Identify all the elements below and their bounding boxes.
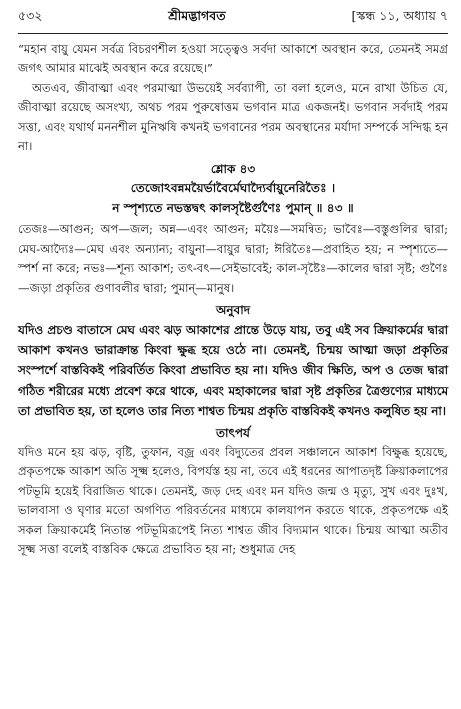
intro-quote: “মহান বায়ু যেমন সর্বত্র বিচরণশীল হওয়া সত্ত্বেও সর্বদা আকাশে অবস্থান করে, তেমনই সমগ্র জগৎ আমার মাঝেই অবস্থান করে রয়েছে।” xyxy=(18,42,448,76)
translation-text: যদিও প্রচণ্ড বাতাসে মেঘ এবং ঝড় আকাশের প্রান্তে উড়ে যায়, তবু এই সব ক্রিয়াকর্মের দ্বারা আকাশ কখনও ভারাক্রান্ত কিংবা ক্ষুব্ধ হয়ে ওঠে না। তেমনই, চিন্ময় আত্মা জড়া প্রকৃতির সংস্পর্শে বাস্তবিকই পরিবর্তিত কিংবা প্রভাবিত হয় না। যদিও জীব ক্ষিতি, অপ ও তেজ দ্বারা গঠিত শরীরের মধ্যে প্রবেশ করে থাকে, এবং মহাকালের দ্বারা সৃষ্ট প্রকৃতির ত্রৈগুণ্যের মাধ্যমে তা প্রভাবিত হয়, তা হলেও তার নিত্য শাশ্বত চিন্ময় প্রকৃতি বাস্তবিকই কখনও কলুষিত হয় না। xyxy=(18,323,448,418)
chapter-reference: [স্কন্ধ ১১, অধ্যায় ৭ xyxy=(351,8,448,23)
verse-line-2: ন স্পৃশ্যতে নভস্তদ্বৎ কালসৃষ্টৈর্গুণৈঃ পুমান্ ॥ ৪৩ ॥ xyxy=(112,200,354,215)
verse-line-1: তেজোঽবন্নময়ৈর্ভাবৈর্মেঘাদ্যৈর্বায়ুনেরিতৈঃ । xyxy=(130,181,336,196)
purport-text: যদিও মনে হয় ঝড়, বৃষ্টি, তুফান, বজ্র এবং বিদ্যুতের প্রবল সঞ্চালনে আকাশ বিক্ষুব্ধ হয়েছে, প্রকৃতপক্ষে আকাশ অতি সূক্ষ্ম হলেও, বিপর্যস্ত হয় না, তবে এই ধরনের আপাতদৃষ্ট ক্রিয়াকলাপের পটভূমি হয়েই বিরাজিত থাকে। তেমনই, জড় দেহ এবং মন যদিও জন্ম ও মৃত্যু, সুখ এবং দুঃখ, ভালবাসা ও ঘৃণার মতো অগণিত পরিবর্তনের মাধ্যমে কালযাপন করতে থাকে, প্রকৃতপক্ষে এই সকল ক্রিয়াকর্মেই নিতান্ত পটভূমিরূপেই নিত্য শাশ্বত জীব বিদ্যমান থাকে। চিন্ময় আত্মা অতীব সূক্ষ্ম সত্তা বলেই বাস্তবিক ক্ষেত্রে প্রভাবিত হয় না; শুধুমাত্র দেহ xyxy=(18,445,448,557)
translation-heading: অনুবাদ xyxy=(215,303,251,318)
purport-heading: তাৎপর্য xyxy=(216,426,250,441)
intro-paragraph: অতএব, জীবাত্মা এবং পরমাত্মা উভয়েই সর্বব্যাপী, তা বলা হলেও, মনে রাখা উচিত যে, জীবাত্মা রয়েছে অসংখ্য, অথচ পরম পুরুষোত্তম ভগবান মাত্র একজনই। ভগবান সর্বদাই পরম সত্তা, এবং যথার্থ মননশীল মুনিঋষি কখনই ভগবানের পরম অবস্থানের মর্যাদা সম্পর্কে সন্দিগ্ধ হন না। xyxy=(18,80,449,154)
synonyms-paragraph: তেজঃ—আগুন; অপ—জল; অন্ন—এবং আগুন; ময়ৈঃ—সমন্বিত; ভাবৈঃ—বস্তুগুলির দ্বারা; মেঘ-আদ্যৈঃ—মেঘ এবং অন্যান্য; বায়ুনা—বায়ুর দ্বারা; ঈরিতৈঃ—প্রবাহিত হয়; ন স্পৃশ্যতে—স্পর্শ না করে; নভঃ—শূন্য আকাশ; তৎ-বৎ—সেইভাবেই; কাল-সৃষ্টৈঃ—কালের দ্বারা সৃষ্ট; গুণৈঃ—জড়া প্রকৃতির গুণাবলীর দ্বারা; পুমান্—মানুষ। xyxy=(18,222,448,295)
page-number: ৫৩২ xyxy=(18,8,43,23)
page-header xyxy=(18,8,448,34)
book-page xyxy=(18,8,448,560)
verse-title: শ্লোক ৪৩ xyxy=(210,162,256,177)
book-title: শ্রীমদ্ভাগবত xyxy=(168,8,226,23)
